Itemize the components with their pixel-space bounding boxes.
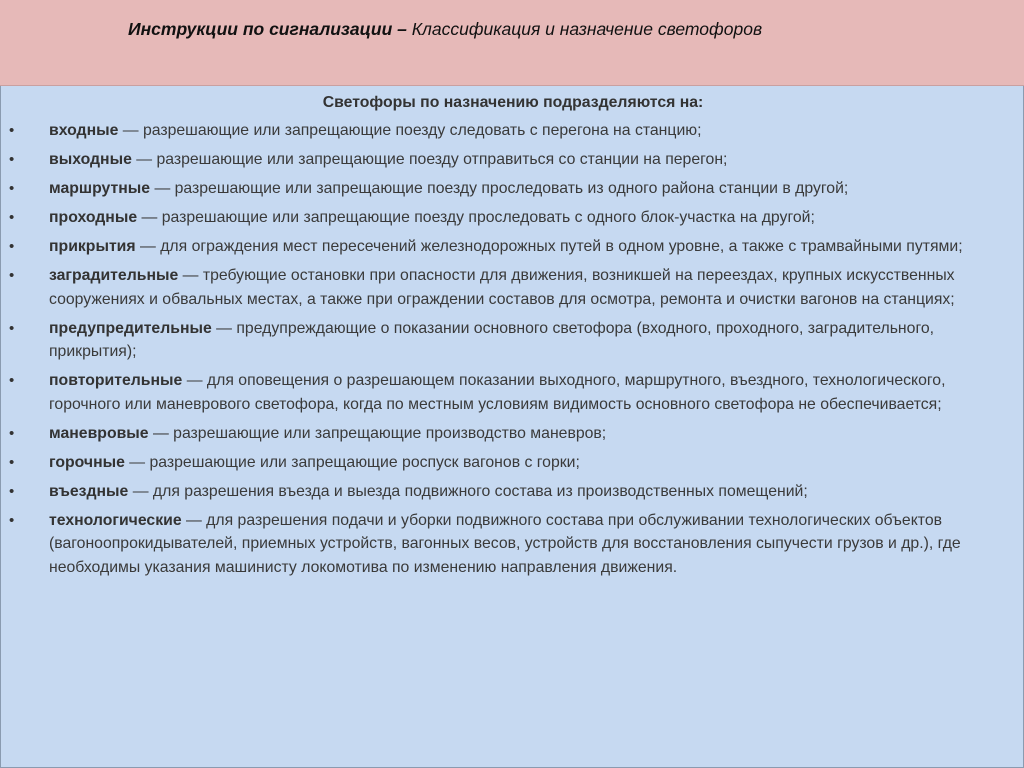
item-description: — разрешающие или запрещающие поезду отправиться со станции на перегон; (131, 151, 728, 168)
item-term: прикрытия (49, 238, 136, 255)
item-description: — разрешающие или запрещающие производство маневров; (148, 424, 607, 442)
bullet-icon: • (9, 209, 15, 226)
list-item (1, 264, 1024, 311)
item-description: — разрешающие или запрещающие поезду проследовать с одного блок-участка на другой; (137, 209, 815, 226)
item-term: маневровые (49, 424, 149, 442)
slide-title (128, 19, 762, 40)
bullet-icon: • (9, 424, 15, 442)
signal-types-list (1, 119, 1024, 585)
bullet-icon: • (9, 238, 15, 255)
list-item (1, 148, 1024, 172)
list-item (1, 422, 1024, 446)
item-term: повторительные (49, 372, 183, 389)
item-description: — для оповещения о разрешающем показании выходного, маршрутного, въездного, технологического, горочного или маневрового светофора, когда по местным условиям видимость основного светофора не обеспечивается; (49, 372, 946, 413)
bullet-icon: • (9, 151, 15, 168)
intro-heading: Светофоры по назначению подразделяются на: (322, 94, 704, 111)
item-description: — требующие остановки при опасности для движения, возникшей на переездах, крупных искусственных сооружениях и обвальных местах, а также при ограждении составов для осмотра, ремонта и очистки вагонов на станциях; (49, 267, 955, 308)
bullet-icon: • (9, 511, 15, 529)
bullet-icon: • (9, 122, 15, 139)
item-term: выходные (49, 151, 132, 168)
item-description: — для разрешения подачи и уборки подвижного состава при обслуживании технологических объектов (вагоноопрокидывателей, приемных устройств, вагонных весов, устройств для восстановления сыпучести грузов и др.), где необходимы указания машинисту локомотива по изменению направления движения. (49, 511, 961, 576)
list-item (1, 480, 1024, 504)
item-term: въездные (49, 482, 129, 500)
bullet-icon: • (9, 267, 15, 284)
title-section: Инструкции по сигнализации – (128, 19, 407, 39)
list-item (1, 317, 1024, 364)
list-item (1, 206, 1024, 230)
bullet-icon: • (9, 453, 15, 471)
bullet-icon: • (9, 482, 15, 500)
list-item (1, 451, 1024, 475)
list-item (1, 235, 1024, 259)
list-item (1, 509, 1024, 580)
item-term: предупредительные (49, 319, 212, 337)
slide-content (0, 86, 1024, 768)
item-description: — разрешающие или запрещающие поезду проследовать из одного района станции в другой; (150, 180, 849, 197)
item-term: заградительные (49, 267, 179, 284)
item-term: горочные (49, 453, 125, 471)
list-item (1, 369, 1024, 416)
item-term: входные (49, 122, 119, 139)
list-item (1, 119, 1024, 143)
item-term: проходные (49, 209, 138, 226)
item-description: — разрешающие или запрещающие роспуск вагонов с горки; (124, 453, 580, 471)
list-item (1, 177, 1024, 201)
bullet-icon: • (9, 319, 15, 337)
slide-header (0, 0, 1024, 86)
item-term: технологические (49, 511, 182, 529)
bullet-icon: • (9, 180, 15, 197)
item-description: — для разрешения въезда и выезда подвижного состава из производственных помещений; (128, 482, 808, 500)
bullet-icon: • (9, 372, 15, 389)
item-description: — для ограждения мест пересечений железнодорожных путей в одном уровне, а также с трамвайными путями; (135, 238, 963, 255)
title-topic: Классификация и назначение светофоров (406, 19, 763, 39)
item-description: — разрешающие или запрещающие поезду следовать с перегона на станцию; (118, 122, 702, 139)
item-term: маршрутные (49, 180, 151, 197)
item-description: — предупреждающие о показании основного светофора (входного, проходного, заградительного, прикрытия); (49, 319, 935, 360)
